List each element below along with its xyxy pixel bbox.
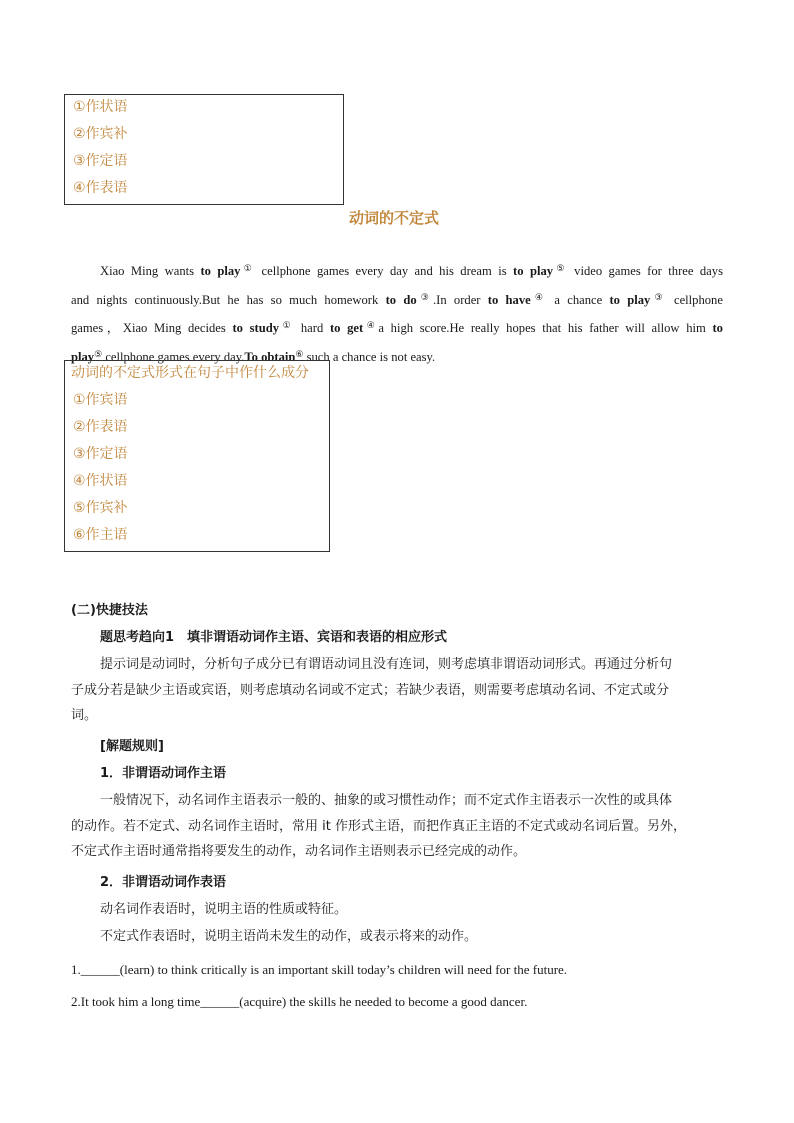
box2-item-1: ①作宾语 [73, 392, 128, 408]
box2-item-6: ⑥作主语 [73, 527, 128, 543]
box2-item-3: ③作定语 [73, 446, 128, 462]
box2-item-2: ②作表语 [73, 419, 128, 435]
paragraph-line-4: play⑤ cellphone games every day.To obtain⑥ such a chance is not easy. [71, 349, 436, 365]
box2-item-4: ④作状语 [73, 473, 128, 489]
rule-2-title: 2．非谓语动词作表语 [100, 875, 227, 890]
box1-item-3: ③作定语 [73, 153, 128, 169]
box1-item-2: ②作宾补 [73, 126, 128, 142]
exercise-2: 2.It took him a long time______(acquire) the skills he needed to become a good dancer. [71, 994, 528, 1009]
box2-title: 动词的不定式形式在句子中作什么成分 [71, 365, 309, 381]
answer-box-1 [64, 94, 344, 205]
direction-paragraph: 提示词是动词时，分析句子成分已有谓语动词且没有连词，则考虑填非谓语动词形式。再通过分析句 子成分若是缺少主语或宾语，则考虑填动名词或不定式；若缺少表语，则需要考虑填动名词、不定式或分 词。 [71, 657, 673, 723]
paragraph-line-2: and nights continuously.But he has so much homework to do③.In order to have④ a chance to play③ cellphone [71, 291, 723, 307]
box2-item-5: ⑤作宾补 [73, 500, 128, 516]
box1-item-1: ①作状语 [73, 99, 128, 115]
rule-1-text: 一般情况下，动名词作主语表示一般的、抽象的或习惯性动作；而不定式作主语表示一次性的或具体 的动作。若不定式、动名词作主语时，常用 it 作形式主语，而把作真正主语的不定式或动名词后置。另外， 不定式作主语时通常指将要发生的动作，动名词作主语则表示已经完成的动作。 [71, 793, 686, 859]
direction-title: 题思考趋向1 填非谓语动词作主语、宾语和表语的相应形式 [100, 630, 448, 645]
rule-2-text-a: 动名词作表语时，说明主语的性质或特征。 [100, 902, 348, 917]
rule-1-title: 1．非谓语动词作主语 [100, 766, 227, 781]
rule-2-text-b: 不定式作表语时，说明主语尚未发生的动作，或表示将来的动作。 [100, 929, 478, 944]
example-paragraph [71, 256, 723, 371]
section-heading: 动词的不定式 [349, 209, 440, 227]
paragraph-line-3: games，Xiao Ming decides to study① hard to get④a high score.He really hopes that his father will allow him to [71, 320, 723, 336]
answer-box-2 [64, 360, 330, 552]
section-title: (二)快捷技法 [71, 603, 148, 618]
exercise-1: 1.______(learn) to think critically is an important skill today’s children will need for the future. [71, 962, 568, 977]
box1-item-4: ④作表语 [73, 180, 128, 196]
rules-title: [解题规则] [100, 739, 164, 754]
paragraph-line-1: Xiao Ming wants to play① cellphone games every day and his dream is to play⑤ video games for three days [100, 263, 723, 278]
